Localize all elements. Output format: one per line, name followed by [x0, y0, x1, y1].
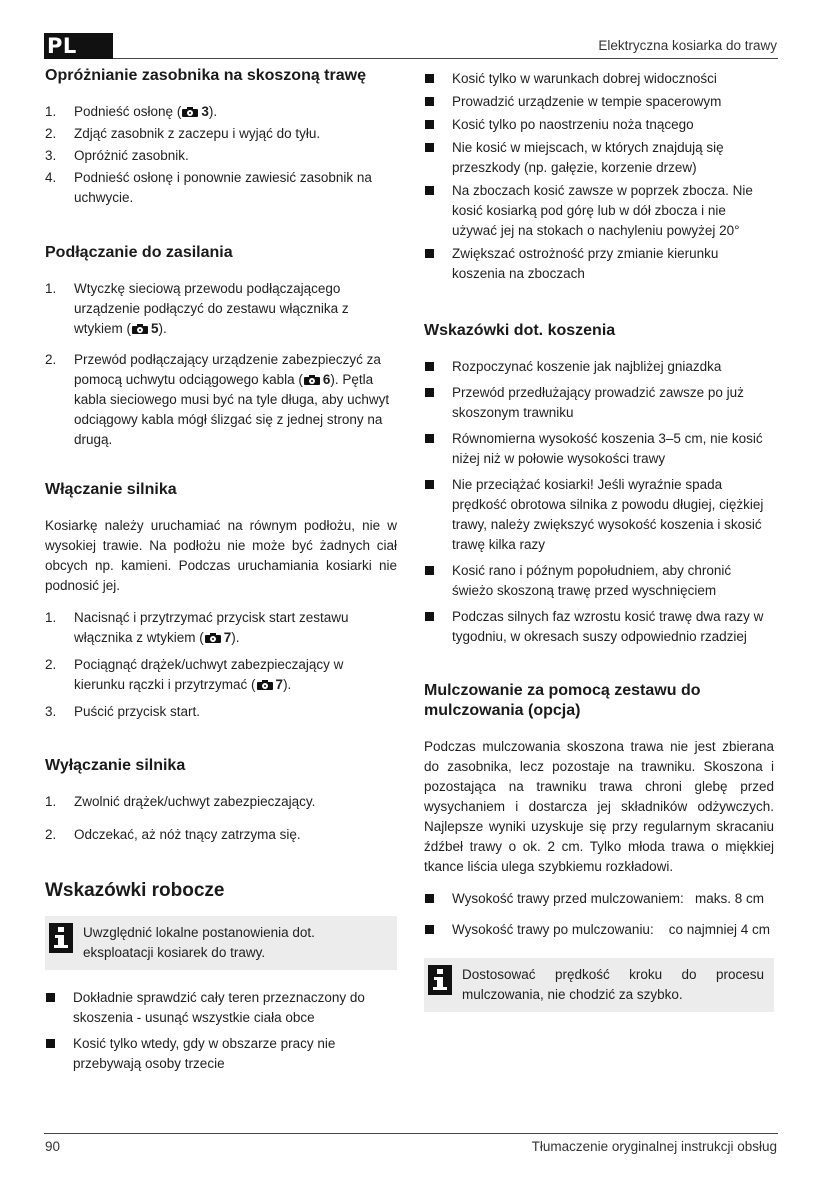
bullet-item: [424, 920, 774, 940]
step-number: 3.: [45, 148, 57, 163]
step-item: [45, 608, 397, 648]
bullet-text: Kosić tylko w warunkach dobrej widoczności: [452, 71, 717, 86]
header-rule: [113, 58, 778, 59]
step-number: 2.: [45, 827, 57, 842]
step-number: 3.: [45, 704, 57, 719]
step-tail: ).: [283, 677, 292, 692]
info-icon: [49, 923, 73, 953]
bullet-text: Wysokość trawy po mulczowaniu: co najmniej 4 cm: [452, 922, 770, 937]
step-number: 1.: [45, 610, 57, 625]
step-text: Puścić przycisk start.: [74, 704, 201, 719]
info-text: Dostosować prędkość kroku do procesu mulczowania, nie chodzić za szybko.: [462, 967, 764, 1002]
section-start: [45, 480, 397, 722]
camera-icon: [257, 680, 273, 690]
bullet-square-icon: [425, 925, 434, 934]
footer-title: Tłumaczenie oryginalnej instrukcji obsług: [531, 1139, 777, 1154]
bullet-square-icon: [425, 894, 434, 903]
step-text: Przewód podłączający urządzenie zabezpieczyć za pomocą uchwytu odciągowego kabla (: [74, 352, 381, 387]
heading-start: Włączanie silnika: [45, 481, 177, 498]
footer-rule: [44, 1133, 778, 1134]
step-text: Zwolnić drążek/uchwyt zabezpieczający.: [74, 794, 316, 809]
figure-ref: 3: [201, 104, 209, 119]
bullets-work-tips: [45, 988, 397, 1074]
section-stop: [45, 756, 397, 845]
bullet-text: Wysokość trawy przed mulczowaniem: maks. 8 cm: [452, 891, 764, 906]
bullet-square-icon: [425, 434, 434, 443]
bullets-mulching: [424, 889, 774, 940]
heading-power: Podłączanie do zasilania: [45, 244, 233, 261]
bullet-item: [45, 1034, 397, 1074]
step-number: 4.: [45, 170, 57, 185]
bullet-square-icon: [425, 143, 434, 152]
left-column: [45, 66, 397, 1101]
section-work-tips: [45, 879, 397, 1074]
step-item: [45, 655, 397, 695]
step-text: Podnieść osłonę i ponownie zawiesić zasobnik na uchwycie.: [74, 170, 372, 205]
bullet-item: [424, 69, 774, 89]
step-text: Odczekać, aż nóż tnący zatrzyma się.: [74, 827, 301, 842]
heading-emptying: Opróżnianie zasobnika na skoszoną trawę: [45, 67, 366, 84]
step-text: Opróżnić zasobnik.: [74, 148, 189, 163]
step-text: Zdjąć zasobnik z zaczepu i wyjąć do tyłu.: [74, 126, 321, 141]
bullet-item: [424, 429, 774, 469]
step-number: 2.: [45, 352, 57, 367]
bullet-text: Kosić rano i późnym popołudniem, aby chronić świeżo skoszoną trawę przed wyschnięciem: [452, 563, 732, 598]
header-title: Elektryczna kosiarka do trawy: [598, 38, 777, 53]
step-text: Wtyczkę sieciową przewodu podłączającego urządzenie podłączyć do zestawu włącznika z wtykiem (: [74, 281, 349, 336]
bullet-item: [424, 475, 774, 555]
step-tail: ). Pętla kabla sieciowego musi być na tyle długa, aby uchwyt odciągowy kabla mógł ślizgać się z jednej strony na drugą.: [74, 372, 390, 447]
camera-icon: [132, 324, 148, 334]
section-mulching: [424, 681, 774, 1012]
camera-icon: [182, 107, 198, 117]
figure-ref: 7: [275, 677, 284, 692]
step-item: [45, 124, 397, 144]
figure-ref: 5: [151, 321, 159, 336]
bullet-item: [424, 561, 774, 601]
bullet-item: [424, 383, 774, 423]
right-column: [424, 69, 774, 1039]
section-emptying: [45, 66, 397, 208]
bullet-text: Prowadzić urządzenie w tempie spacerowym: [452, 94, 722, 109]
bullet-text: Rozpoczynać koszenie jak najbliżej gniazdka: [452, 359, 722, 374]
bullet-item: [424, 357, 774, 377]
info-box-mulching: [424, 958, 774, 1012]
bullet-square-icon: [425, 566, 434, 575]
bullet-item: [424, 115, 774, 135]
step-tail: ).: [231, 630, 240, 645]
bullet-item: [45, 988, 397, 1028]
steps-stop: [45, 792, 397, 845]
step-text: Podnieść osłonę (: [74, 104, 182, 119]
bullet-square-icon: [425, 186, 434, 195]
heading-stop: Wyłączanie silnika: [45, 757, 186, 774]
steps-power: [45, 279, 397, 450]
bullet-text: Zwiększać ostrożność przy zmianie kierunku koszenia na zboczach: [452, 246, 719, 281]
bullets-work-continued: [424, 69, 774, 284]
section-power: [45, 243, 397, 450]
bullet-text: Równomierna wysokość koszenia 3–5 cm, nie kosić niżej niż w połowie wysokości trawy: [452, 431, 763, 466]
bullet-square-icon: [425, 97, 434, 106]
info-text: Uwzględnić lokalne postanowienia dot. eksploatacji kosiarek do trawy.: [83, 925, 315, 960]
bullet-square-icon: [425, 388, 434, 397]
bullet-square-icon: [425, 480, 434, 489]
camera-icon: [205, 633, 221, 643]
step-number: 1.: [45, 104, 57, 119]
bullet-square-icon: [425, 249, 434, 258]
bullet-text: Na zboczach kosić zawsze w poprzek zbocza. Nie kosić kosiarką pod górę lub w dół zbocza i nie używać jej na stokach o nachyleniu powyżej 20°: [452, 183, 753, 238]
step-item: [45, 168, 397, 208]
bullet-item: [424, 92, 774, 112]
info-box-regulations: [45, 916, 397, 970]
page-number: 90: [45, 1139, 61, 1154]
bullet-square-icon: [46, 1039, 55, 1048]
info-icon: [428, 965, 452, 995]
bullet-text: Kosić tylko po naostrzeniu noża tnącego: [452, 117, 694, 132]
step-number: 1.: [45, 794, 57, 809]
bullet-text: Podczas silnych faz wzrostu kosić trawę dwa razy w tygodniu, w okresach suszy odpowiednio rzadziej: [452, 609, 764, 644]
heading-mowing-tips: Wskazówki dot. koszenia: [424, 322, 616, 339]
section-mowing-tips: [424, 321, 774, 647]
step-number: 1.: [45, 281, 57, 296]
bullet-text: Nie przeciążać kosiarki! Jeśli wyraźnie spada prędkość obrotowa silnika z powodu długiej, ciężkiej trawy, należy zwiększyć wysokość koszenia i skosić trawę kilka razy: [452, 477, 764, 552]
camera-icon: [304, 375, 320, 385]
bullet-text: Kosić tylko wtedy, gdy w obszarze pracy nie przebywają osoby trzecie: [73, 1036, 336, 1071]
bullets-mowing-tips: [424, 357, 774, 647]
mulching-intro: Podczas mulczowania skoszona trawa nie jest zbierana do zasobnika, lecz pozostaje na trawniku. Skoszona i pozostająca na trawniku trawa chroni glebę przed wysychaniem i dostarcza jej składników odżywczych. Najlepsze wyniki uzyskuje się przy regularnym skracaniu źdźbeł trawy o ok. 2 cm. Tylko młoda trawa o miękkiej tkance liścia ulega szybkiemu rozkładowi.: [424, 739, 774, 874]
step-item: [45, 146, 397, 166]
bullet-square-icon: [425, 612, 434, 621]
step-item: [45, 702, 397, 722]
step-tail: ).: [158, 321, 167, 336]
bullet-item: [424, 607, 774, 647]
step-number: 2.: [45, 657, 57, 672]
figure-ref: 7: [223, 630, 232, 645]
step-tail: ).: [208, 104, 218, 119]
bullet-item: [424, 138, 774, 178]
bullet-text: Nie kosić w miejscach, w których znajdują się przeszkody (np. gałęzie, korzenie drzew): [452, 140, 724, 175]
step-text: Pociągnąć drążek/uchwyt zabezpieczający w kierunku rączki i przytrzymać (: [74, 657, 344, 692]
step-item: [45, 350, 397, 450]
bullet-square-icon: [46, 993, 55, 1002]
steps-start: [45, 608, 397, 722]
step-item: [45, 792, 397, 812]
bullet-item: [424, 181, 774, 241]
bullet-square-icon: [425, 74, 434, 83]
step-item: [45, 279, 397, 339]
step-number: 2.: [45, 126, 57, 141]
bullet-item: [424, 889, 774, 909]
start-intro: Kosiarkę należy uruchamiać na równym podłożu, nie w wysokiej trawie. Na podłożu nie może być żadnych ciał obcych np. kamieni. Podczas uruchamiania kosiarki nie podnosić jej.: [45, 518, 397, 593]
heading-mulching: Mulczowanie za pomocą zestawu do mulczowania (opcja): [424, 682, 701, 719]
figure-ref: 6: [322, 372, 331, 387]
language-badge: PL: [44, 33, 113, 59]
step-item: [45, 102, 397, 122]
heading-work-tips: Wskazówki robocze: [45, 880, 225, 901]
bullet-text: Dokładnie sprawdzić cały teren przeznaczony do skoszenia - usunąć wszystkie ciała obce: [73, 990, 365, 1025]
step-item: [45, 825, 397, 845]
bullet-text: Przewód przedłużający prowadzić zawsze po już skoszonym trawniku: [452, 385, 744, 420]
steps-emptying: [45, 102, 397, 208]
bullet-square-icon: [425, 362, 434, 371]
bullet-item: [424, 244, 774, 284]
bullet-square-icon: [425, 120, 434, 129]
step-text: Nacisnąć i przytrzymać przycisk start zestawu włącznika z wtykiem (: [74, 610, 349, 645]
